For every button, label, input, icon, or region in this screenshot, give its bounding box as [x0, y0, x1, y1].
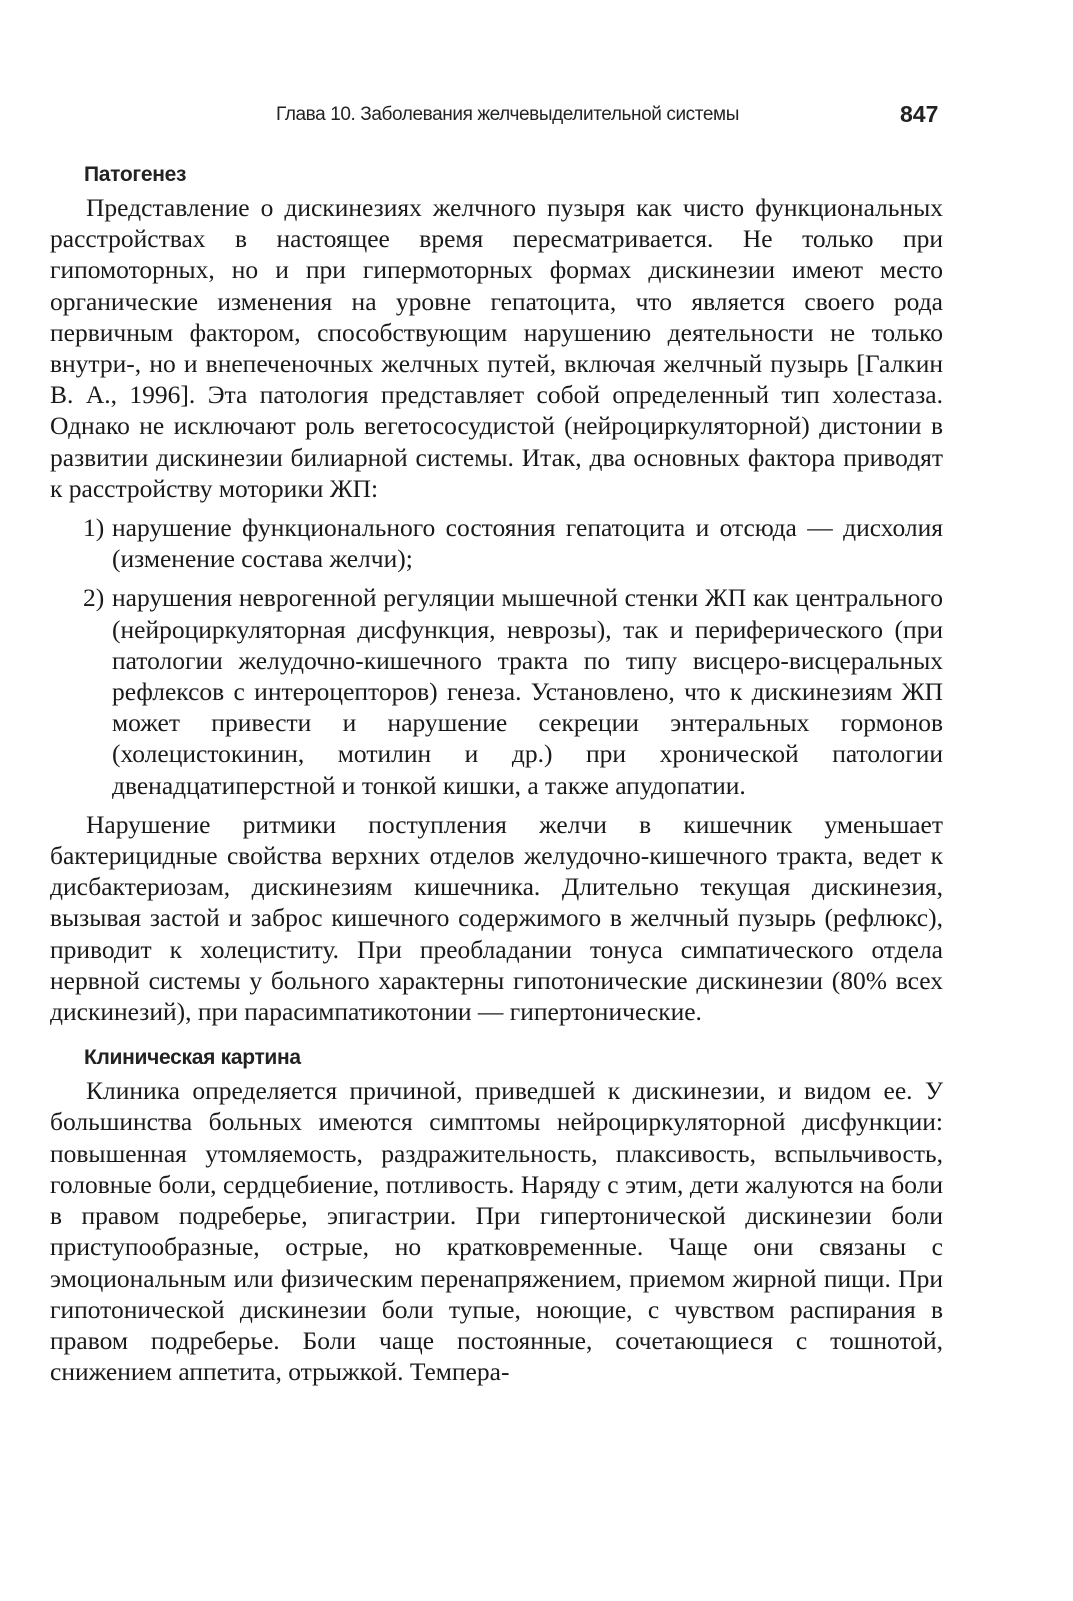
spacer — [50, 1027, 943, 1041]
list-item-number: 1) — [83, 513, 105, 543]
section-heading-pathogenesis: Патогенез — [84, 163, 187, 186]
pathogenesis-intro-paragraph: Представление о дискинезиях желчного пузыря как чисто функциональных расстройствах в настоящее время пересматривается. Не только при гипомоторных, но и при гипермоторных формах дискинезии имеют место органические изменения на уровне гепатоцита, что является своего рода первичным фактором, способствующим нарушению деятельности не только внутри-, но и внепеченочных желчных путей, включая желчный пузырь [Галкин В. А., 1996]. Эта патология представляет собой определенный тип холестаза. Однако не исключают роль вегетососудистой (нейроциркуляторной) дистонии в развитии дискинезии билиарной системы. Итак, два основных фактора приводят к расстройству моторики ЖП: — [50, 193, 943, 503]
page-number: 847 — [900, 101, 939, 127]
section-heading-clinical-picture: Клиническая картина — [84, 1046, 301, 1070]
running-title: Глава 10. Заболевания желчевыделительной системы — [276, 104, 739, 125]
list-item-text: нарушение функционального состояния гепатоцита и отсюда — дисхолия (изменение состава желчи); — [112, 513, 943, 574]
list-item — [50, 582, 943, 800]
page-body — [50, 158, 943, 1387]
pathogenesis-outro-paragraph: Нарушение ритмики поступления желчи в кишечник уменьшает бактерицидные свойства верхних отделов желудочно-кишечного тракта, ведет к дисбактериозам, дискинезиям кишечника. Длительно текущая дискинезия, вызывая застой и заброс кишечного содержимого в желчный пузырь (рефлюкс), приводит к холециститу. При преобладании тонуса симпатического отдела нервной системы у больного характерны гипотонические дискинезии (80% всех дискинезий), при парасимпатикотонии — гипертонические. — [50, 809, 943, 1027]
list-item-number: 2) — [83, 583, 105, 613]
list-item — [50, 512, 943, 574]
pathogenesis-factor-list — [50, 512, 943, 801]
clinical-picture-paragraph: Клиника определяется причиной, приведшей к дискинезии, и видом ее. У большинства больных имеются симптомы нейроциркуляторной дисфункции: повышенная утомляемость, раздражительность, плаксивость, вспыльчивость, головные боли, сердцебиение, потливость. Наряду с этим, дети жалуются на боли в правом подреберье, эпигастрии. При гипертонической дискинезии боли приступообразные, острые, но кратковременные. Чаще они связаны с эмоциональным или физическим перенапряжением, приемом жирной пищи. При гипотонической дискинезии боли тупые, ноющие, с чувством распирания в правом подреберье. Боли чаще постоянные, сочетающиеся с тошнотой, снижением аппетита, отрыжкой. Темпера- — [50, 1076, 943, 1387]
list-item-text: нарушения неврогенной регуляции мышечной стенки ЖП как центрального (нейроциркуляторная дисфункция, неврозы), так и периферического (при патологии желудочно-кишечного тракта по типу висцеро-висцеральных рефлексов с интероцепторов) генеза. Установлено, что к дискинезиям ЖП может привести и нарушение секреции энтеральных гормонов (холецистокинин, мотилин и др.) при хронической патологии двенадцатиперстной и тонкой кишки, а также апудопатии. — [112, 583, 943, 800]
